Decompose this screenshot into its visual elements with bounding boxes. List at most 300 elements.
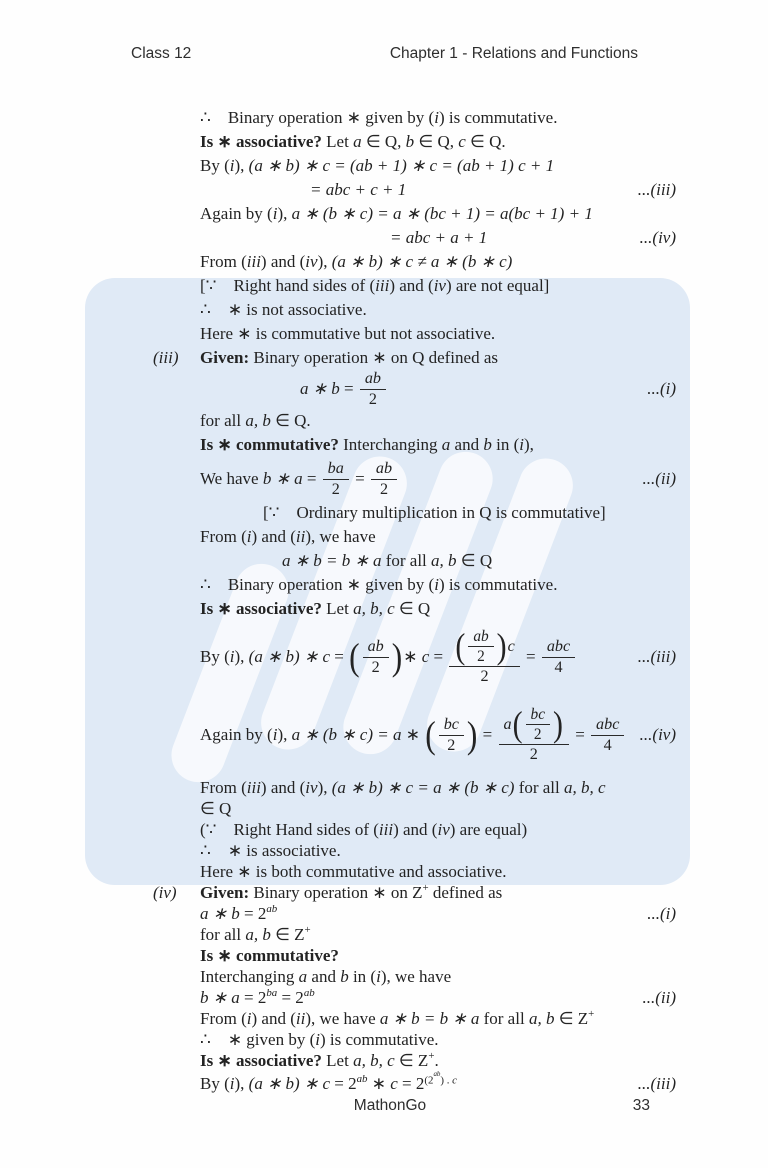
fraction-denominator — [525, 745, 543, 764]
text-segment: ∈ Q, — [414, 131, 459, 151]
text-segment: Again by ( — [200, 724, 273, 744]
line-content — [200, 778, 606, 798]
text-segment: ab — [364, 370, 381, 387]
line-content — [310, 180, 406, 200]
text-segment: 2 — [371, 658, 380, 676]
fraction-denominator — [549, 658, 567, 677]
text-line — [200, 202, 676, 226]
line-content — [263, 503, 606, 523]
text-segment: = 2 — [330, 1073, 357, 1093]
text-line — [200, 777, 676, 799]
text-segment: ) is commutative. — [438, 107, 558, 127]
text-segment: By ( — [200, 1073, 230, 1093]
text-line — [200, 862, 676, 883]
line-content — [200, 1069, 457, 1094]
text-segment: a ∗ b = b ∗ a — [379, 1009, 480, 1029]
text-line — [153, 882, 676, 904]
fraction-numerator — [323, 460, 349, 480]
text-segment: c — [458, 131, 466, 151]
text-segment: = abc + c + 1 — [310, 179, 407, 199]
text-segment: i — [229, 155, 235, 175]
equation-number: ...(i) — [647, 904, 676, 924]
text-segment: iv — [437, 820, 450, 840]
text-segment: Is ∗ associative? — [200, 598, 322, 618]
text-segment: ), — [523, 434, 534, 454]
text-segment: ∗ — [403, 646, 422, 666]
text-segment: ab — [473, 627, 489, 645]
right-paren: ) — [466, 713, 478, 757]
paren-group — [348, 635, 403, 679]
text-segment: (a ∗ b) ∗ c = (ab + 1) ∗ c = (ab + 1) c + 1 — [248, 155, 555, 175]
text-segment: ii — [295, 526, 306, 546]
text-segment: and — [450, 434, 484, 454]
fraction-numerator — [360, 370, 386, 390]
line-content — [200, 925, 311, 945]
text-segment: c — [390, 1073, 398, 1093]
line-content — [200, 324, 495, 344]
text-segment: ) and ( — [389, 275, 434, 295]
text-segment: b — [483, 434, 492, 454]
text-line — [200, 457, 676, 501]
fraction — [323, 460, 349, 499]
fraction — [449, 625, 519, 686]
text-segment: (a ∗ b) ∗ c — [248, 1073, 331, 1093]
text-segment: We have — [200, 468, 263, 488]
text-segment: in ( — [348, 967, 377, 987]
text-line — [200, 154, 676, 178]
left-paren: ( — [455, 625, 466, 667]
equation-number: ...(iii) — [637, 646, 676, 666]
text-segment: 2 — [331, 480, 340, 498]
text-segment: = — [521, 646, 540, 666]
text-segment: ) is commutative. — [319, 1030, 439, 1050]
text-line — [200, 370, 676, 409]
text-segment: ab — [356, 1072, 368, 1085]
footer-brand: MathonGo — [353, 1097, 427, 1114]
text-segment: ∈ Q — [394, 598, 431, 618]
header-chapter-label: Chapter 1 - Relations and Functions — [389, 45, 638, 62]
line-content — [200, 599, 430, 619]
text-segment: From ( — [200, 526, 247, 546]
text-segment: ) are equal) — [449, 820, 528, 840]
text-line — [200, 525, 676, 549]
fraction-numerator — [591, 716, 624, 736]
fraction — [439, 716, 464, 755]
text-segment: i — [246, 526, 252, 546]
text-line — [200, 178, 676, 202]
fraction-denominator — [442, 736, 460, 755]
text-segment: Interchanging — [200, 967, 299, 987]
text-segment: ∈ Q — [200, 799, 232, 819]
text-segment: b — [405, 131, 415, 151]
text-segment: ), — [317, 251, 332, 271]
text-segment: 2 — [379, 480, 389, 498]
equation-number: ...(iv) — [639, 227, 676, 247]
text-line — [200, 820, 676, 841]
text-segment: (2 — [424, 1074, 434, 1087]
text-segment: c — [452, 1074, 457, 1087]
text-segment: ∈ Z — [394, 1051, 429, 1071]
line-content — [390, 228, 487, 248]
text-line — [200, 1069, 676, 1096]
text-segment: ) and ( — [260, 777, 306, 797]
text-segment: Binary operation ∗ on Z — [249, 883, 423, 903]
text-segment: i — [434, 107, 439, 127]
text-line — [200, 573, 676, 597]
text-segment: ∈ Z — [554, 1009, 589, 1029]
text-segment: + — [588, 1008, 595, 1021]
line-content — [200, 967, 451, 987]
page-header — [131, 45, 638, 63]
text-segment: ), — [277, 203, 292, 223]
line-content — [200, 883, 502, 903]
text-segment: a — [503, 715, 512, 733]
text-line — [153, 346, 676, 370]
text-segment: i — [315, 1030, 320, 1050]
line-content — [200, 575, 557, 595]
solution-text — [153, 106, 676, 1096]
page-footer — [130, 1097, 650, 1117]
text-segment: Here ∗ is both commutative and associative. — [200, 862, 507, 882]
line-content — [200, 348, 498, 368]
text-segment: ab — [266, 903, 278, 916]
paren-group — [454, 625, 507, 667]
text-segment: 2 — [477, 648, 485, 666]
text-segment: ) are not equal] — [445, 275, 550, 295]
header-class-label: Class 12 — [131, 45, 192, 62]
text-segment: i — [229, 646, 235, 666]
right-paren: ) — [496, 625, 507, 667]
text-segment: defined as — [428, 883, 503, 903]
text-line — [200, 621, 676, 693]
text-segment: ∴ Binary operation ∗ given by ( — [200, 574, 435, 594]
equation-number: ...(iv) — [639, 724, 676, 744]
line-content — [200, 799, 231, 819]
fraction — [526, 706, 550, 743]
text-segment: + — [304, 924, 311, 937]
text-segment: ), — [234, 1073, 249, 1093]
text-segment: a — [298, 967, 308, 987]
text-segment: i — [434, 574, 439, 594]
text-segment: iii — [375, 275, 390, 295]
right-paren: ) — [391, 635, 403, 679]
text-segment: in ( — [491, 434, 520, 454]
text-segment: (a ∗ b) ∗ c ≠ a ∗ (b ∗ c) — [331, 251, 513, 271]
text-segment: Given: — [200, 347, 250, 367]
text-segment: a ∗ (b ∗ c) = a ∗ (bc + 1) = a(bc + 1) + 1 — [291, 203, 593, 223]
text-segment: 4 — [554, 658, 563, 676]
line-content — [200, 904, 277, 924]
fraction-denominator — [327, 480, 345, 499]
line-content — [200, 820, 527, 840]
text-segment: ) and ( — [393, 820, 438, 840]
fraction-numerator — [526, 706, 550, 725]
left-paren: ( — [349, 635, 360, 679]
text-line — [200, 904, 676, 925]
text-line — [200, 799, 676, 820]
text-segment: Is ∗ commutative? — [200, 434, 339, 454]
text-segment: a, b — [245, 925, 271, 945]
fraction-numerator — [468, 628, 493, 647]
text-line — [200, 298, 676, 322]
text-segment: ∴ ∗ is not associative. — [200, 299, 367, 319]
line-content — [200, 252, 512, 272]
text-segment: = — [339, 379, 358, 399]
line-content — [200, 204, 593, 224]
text-segment: a, b, c — [353, 598, 395, 618]
text-segment: ∈ Q. — [465, 131, 506, 151]
line-content — [200, 300, 367, 320]
text-segment: ab — [303, 987, 315, 1000]
text-segment: i — [272, 724, 278, 744]
text-segment: Let — [321, 598, 354, 618]
text-line — [200, 130, 676, 154]
text-segment: = — [570, 724, 590, 744]
text-segment: i — [519, 434, 524, 454]
text-segment: ) is commutative. — [438, 574, 558, 594]
text-segment: abc — [596, 715, 620, 733]
text-segment: ∗ — [367, 1073, 391, 1093]
text-segment: c — [421, 646, 430, 666]
text-segment: ba — [266, 987, 278, 1000]
text-segment: 4 — [603, 736, 612, 754]
fraction — [371, 460, 397, 499]
text-segment: ∗ — [401, 724, 425, 744]
text-segment: ba — [327, 459, 344, 477]
text-segment: for all — [200, 410, 246, 430]
line-content — [200, 411, 311, 431]
superscript — [424, 1069, 457, 1087]
text-segment: ), — [234, 646, 249, 666]
text-segment: ), we have — [305, 526, 376, 546]
text-segment: i — [376, 967, 381, 987]
fraction-numerator — [542, 638, 575, 658]
text-segment: ∈ Q, — [361, 131, 406, 151]
line-content — [200, 527, 376, 547]
text-line — [200, 1030, 676, 1051]
equation-number: ...(ii) — [642, 468, 676, 488]
text-segment: for all — [381, 550, 432, 570]
line-content — [200, 435, 534, 455]
fraction-numerator — [439, 716, 464, 736]
text-segment: = — [478, 724, 497, 744]
text-line — [200, 946, 676, 967]
fraction-denominator — [529, 725, 547, 743]
text-segment: a, b — [528, 1009, 555, 1029]
fraction-denominator — [367, 658, 385, 677]
text-segment: ab — [433, 1069, 441, 1078]
left-paren: ( — [512, 703, 523, 745]
text-line — [200, 549, 676, 573]
text-line — [200, 274, 676, 298]
text-segment: b — [340, 967, 349, 987]
text-segment: for all — [479, 1009, 529, 1029]
text-segment: a ∗ b — [200, 904, 240, 924]
text-segment: . — [434, 1051, 439, 1071]
text-line — [200, 250, 676, 274]
text-segment: + — [422, 882, 429, 895]
text-segment: By ( — [200, 646, 230, 666]
text-segment: ii — [295, 1009, 306, 1029]
fraction-denominator — [375, 480, 393, 499]
text-segment: iv — [305, 777, 318, 797]
text-segment: = — [330, 646, 349, 666]
fraction — [360, 370, 386, 409]
equation-number: ...(iii) — [637, 179, 676, 199]
text-segment: + — [428, 1050, 435, 1063]
text-segment: ) and ( — [260, 251, 306, 271]
text-segment: From ( — [200, 777, 247, 797]
paren-group — [512, 703, 564, 745]
paren-group — [424, 713, 478, 757]
text-segment: 2 — [447, 736, 456, 754]
text-segment: a, b, c — [564, 777, 606, 797]
equation-number: ...(iii) — [637, 1073, 676, 1093]
text-segment: ∴ Binary operation ∗ given by ( — [200, 107, 435, 127]
text-segment: = abc + a + 1 — [390, 227, 488, 247]
fraction — [542, 638, 575, 677]
text-segment: b ∗ a — [200, 988, 240, 1008]
text-segment: for all — [514, 777, 565, 797]
text-segment: a — [441, 434, 451, 454]
text-segment: a — [353, 131, 362, 151]
line-content — [200, 460, 399, 499]
text-segment: = 2 — [277, 988, 304, 1008]
equation-number: ...(ii) — [642, 988, 676, 1008]
text-segment: iv — [305, 251, 318, 271]
line-content — [282, 551, 492, 571]
text-segment: ab — [367, 637, 384, 655]
text-segment: [∵ Ordinary multiplication in Q is commutative] — [263, 502, 606, 522]
list-marker: (iii) — [153, 347, 179, 367]
text-segment: Is ∗ associative? — [200, 131, 322, 151]
text-segment: bc — [443, 715, 459, 733]
text-line — [200, 433, 676, 457]
text-segment: ), we have — [380, 967, 452, 987]
text-segment: ∈ Z — [270, 925, 305, 945]
text-segment: a, b — [431, 550, 457, 570]
text-segment: iii — [246, 777, 261, 797]
superscript — [433, 1070, 440, 1078]
text-segment: ∴ ∗ is associative. — [200, 841, 341, 861]
text-segment: ab — [375, 459, 393, 477]
text-segment: ∈ Q. — [270, 410, 311, 430]
text-segment: By ( — [200, 155, 230, 175]
text-segment: ) . — [440, 1074, 453, 1087]
line-content — [200, 276, 549, 296]
text-segment: [∵ Right hand sides of ( — [200, 275, 376, 295]
text-segment: Interchanging — [338, 434, 442, 454]
text-segment: i — [229, 1073, 235, 1093]
text-segment: 2 — [368, 391, 377, 409]
equation-number: ...(i) — [647, 379, 676, 399]
right-paren: ) — [553, 703, 563, 745]
text-line — [200, 841, 676, 862]
text-segment: = — [302, 468, 321, 488]
line-content — [200, 156, 554, 176]
line-content — [200, 988, 315, 1008]
fraction-denominator — [364, 390, 382, 409]
text-segment: and — [307, 967, 341, 987]
text-line — [200, 322, 676, 346]
fraction-denominator — [599, 736, 617, 755]
text-segment: 2 — [533, 726, 542, 744]
text-segment: Given: — [200, 883, 250, 903]
list-marker: (iv) — [153, 883, 177, 903]
fraction-numerator — [371, 460, 397, 480]
line-content — [200, 1009, 594, 1029]
text-segment: Here ∗ is commutative but not associative. — [200, 323, 496, 343]
text-segment: (a ∗ b) ∗ c — [248, 646, 331, 666]
text-segment: Is ∗ associative? — [200, 1051, 322, 1071]
line-content — [200, 1051, 439, 1071]
text-segment: ) and ( — [251, 526, 296, 546]
text-segment: a ∗ (b ∗ c) = a — [291, 724, 402, 744]
text-segment: = 2 — [239, 988, 267, 1008]
text-line — [200, 501, 676, 525]
text-segment: a, b, c — [353, 1051, 395, 1071]
fraction — [363, 638, 389, 677]
text-segment: for all — [200, 925, 246, 945]
fraction-numerator — [499, 703, 569, 745]
text-line — [200, 925, 676, 946]
text-segment: 2 — [529, 746, 538, 764]
text-line — [200, 988, 676, 1009]
text-segment: ), — [277, 724, 292, 744]
text-segment: iv — [433, 275, 446, 295]
text-segment: ∈ Q — [456, 550, 493, 570]
text-segment: a ∗ b = b ∗ a — [282, 550, 382, 570]
text-segment: bc — [530, 705, 545, 723]
text-segment: Let — [321, 131, 354, 151]
text-segment: Binary operation ∗ on Q defined as — [249, 347, 498, 367]
text-line — [200, 967, 676, 988]
text-segment: Again by ( — [200, 203, 273, 223]
line-content — [200, 132, 506, 152]
line-content — [200, 862, 506, 882]
text-segment: ), — [317, 777, 332, 797]
text-segment: From ( — [200, 251, 247, 271]
text-segment: c — [507, 637, 515, 655]
line-content — [200, 841, 341, 861]
fraction-numerator — [449, 625, 519, 667]
fraction-numerator — [363, 638, 389, 658]
fraction — [499, 703, 569, 764]
text-segment: = 2 — [397, 1073, 425, 1093]
text-segment: a ∗ b — [300, 379, 340, 399]
line-content — [200, 703, 626, 764]
left-paren: ( — [425, 713, 436, 757]
text-segment: a, b — [245, 410, 271, 430]
line-content — [200, 625, 577, 686]
text-segment: ) and ( — [251, 1009, 296, 1029]
text-segment: (a ∗ b) ∗ c = a ∗ (b ∗ c) — [331, 777, 515, 797]
text-line — [200, 597, 676, 621]
text-segment: iii — [246, 251, 261, 271]
line-content — [300, 370, 388, 409]
page-number: 33 — [632, 1097, 650, 1114]
fraction-denominator — [472, 647, 490, 665]
text-segment: Let — [321, 1051, 354, 1071]
line-content — [200, 1030, 439, 1050]
text-segment: i — [272, 203, 278, 223]
text-segment: 2 — [480, 668, 489, 686]
text-segment: ), — [234, 155, 249, 175]
text-line — [200, 409, 676, 433]
text-segment: b ∗ a — [262, 468, 303, 488]
text-segment: abc — [546, 637, 571, 655]
text-segment: From ( — [200, 1009, 247, 1029]
